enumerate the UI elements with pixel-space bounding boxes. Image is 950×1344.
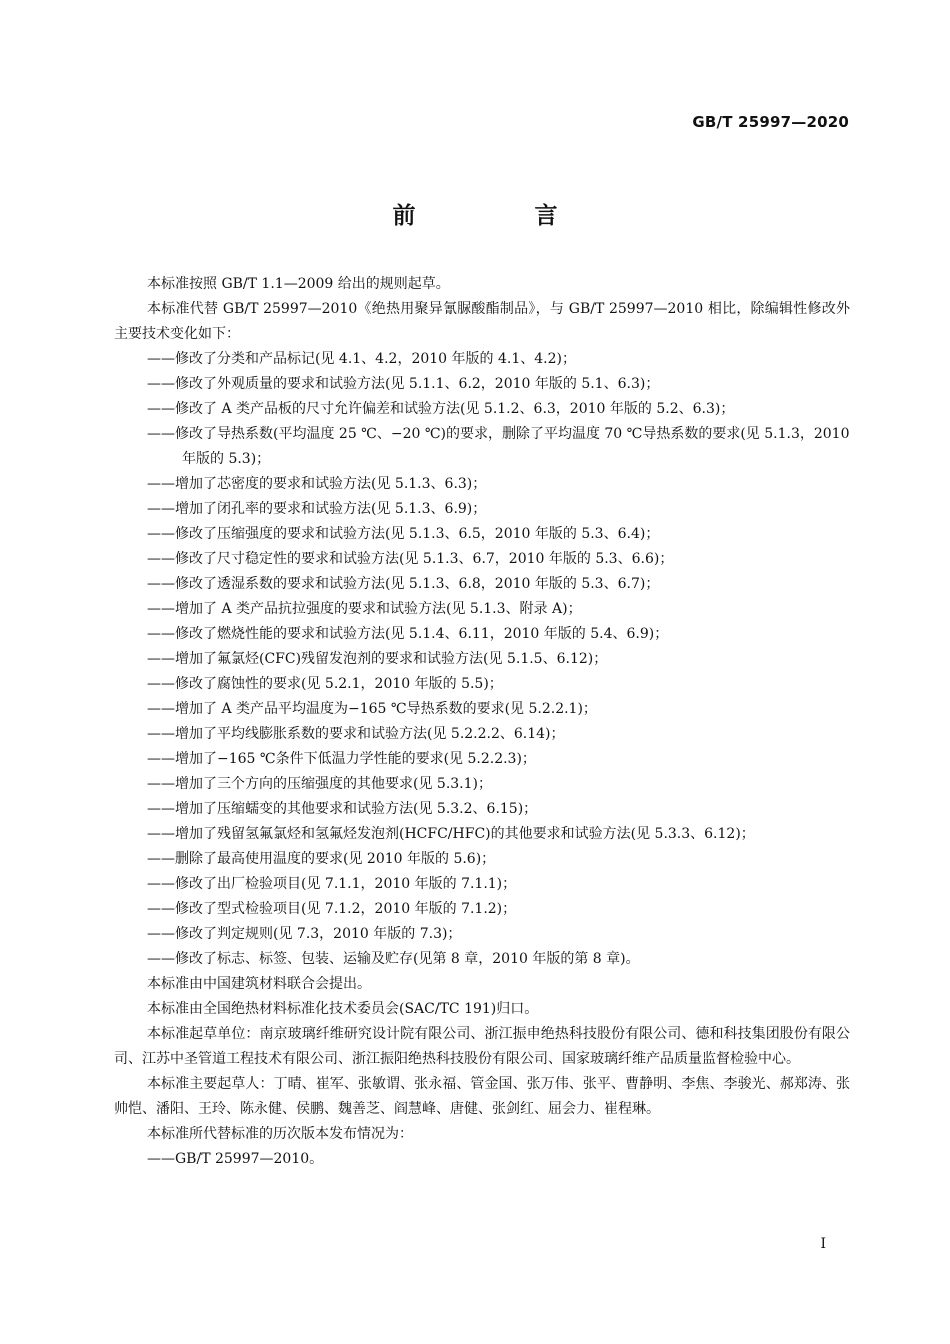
list-item: ——修改了压缩强度的要求和试验方法(见 5.1.3、6.5，2010 年版的 5.3、6.4)； xyxy=(147,526,660,542)
list-item: ——增加了压缩蠕变的其他要求和试验方法(见 5.3.2、6.15)； xyxy=(147,801,538,817)
list-item: ——修改了 A 类产品板的尺寸允许偏差和试验方法(见 5.1.2、6.3，2010 年版的 5.2、6.3)； xyxy=(147,401,735,417)
list-item: ——GB/T 25997—2010。 xyxy=(147,1151,324,1167)
page-title: 前 言 xyxy=(392,203,606,229)
list-item: ——增加了 A 类产品抗拉强度的要求和试验方法(见 5.1.3、附录 A)； xyxy=(147,601,582,617)
page-number: I xyxy=(820,1236,826,1252)
list-item: ——修改了透湿系数的要求和试验方法(见 5.1.3、6.8，2010 年版的 5.3、6.7)； xyxy=(147,576,660,592)
list-item: ——修改了标志、标签、包装、运输及贮存(见第 8 章，2010 年版的第 8 章)。 xyxy=(147,951,640,967)
list-item: ——增加了氟氯烃(CFC)残留发泡剂的要求和试验方法(见 5.1.5、6.12)； xyxy=(147,651,608,667)
paragraph: 本标准主要起草人：丁晴、崔军、张敏谓、张永福、管金国、张万伟、张平、曹静明、李焦、李骏光、郝郑涛、张帅恺、潘阳、王玲、陈永健、侯鹏、魏善芝、阎慧峰、唐健、张剑红、屈会力、崔程琳。 xyxy=(114,1076,850,1117)
foreword-body xyxy=(114,272,850,1172)
paragraph: 本标准起草单位：南京玻璃纤维研究设计院有限公司、浙江振申绝热科技股份有限公司、德和科技集团股份有限公司、江苏中圣管道工程技术有限公司、浙江振阳绝热科技股份有限公司、国家玻璃纤维产品质量监督检验中心。 xyxy=(114,1026,850,1067)
list-item: ——修改了腐蚀性的要求(见 5.2.1，2010 年版的 5.5)； xyxy=(147,676,503,692)
list-item: ——增加了三个方向的压缩强度的其他要求(见 5.3.1)； xyxy=(147,776,492,792)
list-item: ——增加了闭孔率的要求和试验方法(见 5.1.3、6.9)； xyxy=(147,501,487,517)
list-item: ——修改了型式检验项目(见 7.1.2，2010 年版的 7.1.2)； xyxy=(147,901,517,917)
list-item: ——修改了导热系数(平均温度 25 ℃、−20 ℃)的要求，删除了平均温度 70 ℃导热系数的要求(见 5.1.3，2010 年版的 5.3)； xyxy=(147,426,850,467)
paragraph: 本标准所代替标准的历次版本发布情况为： xyxy=(147,1126,413,1142)
list-item: ——修改了外观质量的要求和试验方法(见 5.1.1、6.2，2010 年版的 5.1、6.3)； xyxy=(147,376,660,392)
list-item: ——增加了−165 ℃条件下低温力学性能的要求(见 5.2.2.3)； xyxy=(147,751,536,767)
standard-code: GB/T 25997—2020 xyxy=(692,113,849,131)
list-item: ——修改了分类和产品标记(见 4.1、4.2，2010 年版的 4.1、4.2)； xyxy=(147,351,576,367)
list-item: ——增加了残留氢氟氯烃和氢氟烃发泡剂(HCFC/HFC)的其他要求和试验方法(见 5.3.3、6.12)； xyxy=(147,826,755,842)
list-item: ——删除了最高使用温度的要求(见 2010 年版的 5.6)； xyxy=(147,851,496,867)
list-item: ——修改了尺寸稳定性的要求和试验方法(见 5.1.3、6.7，2010 年版的 5.3、6.6)； xyxy=(147,551,674,567)
paragraph: 本标准由全国绝热材料标准化技术委员会(SAC/TC 191)归口。 xyxy=(147,1001,539,1017)
list-item: ——修改了判定规则(见 7.3，2010 年版的 7.3)； xyxy=(147,926,462,942)
list-item: ——修改了出厂检验项目(见 7.1.1，2010 年版的 7.1.1)； xyxy=(147,876,517,892)
list-item: ——增加了平均线膨胀系数的要求和试验方法(见 5.2.2.2、6.14)； xyxy=(147,726,565,742)
paragraph: 本标准代替 GB/T 25997—2010《绝热用聚异氰脲酸酯制品》，与 GB/T 25997—2010 相比，除编辑性修改外主要技术变化如下： xyxy=(114,301,850,342)
list-item: ——增加了 A 类产品平均温度为−165 ℃导热系数的要求(见 5.2.2.1)； xyxy=(147,701,597,717)
paragraph: 本标准由中国建筑材料联合会提出。 xyxy=(147,976,371,992)
list-item: ——增加了芯密度的要求和试验方法(见 5.1.3、6.3)； xyxy=(147,476,487,492)
paragraph: 本标准按照 GB/T 1.1—2009 给出的规则起草。 xyxy=(147,276,450,292)
list-item: ——修改了燃烧性能的要求和试验方法(见 5.1.4、6.11，2010 年版的 5.4、6.9)； xyxy=(147,626,669,642)
